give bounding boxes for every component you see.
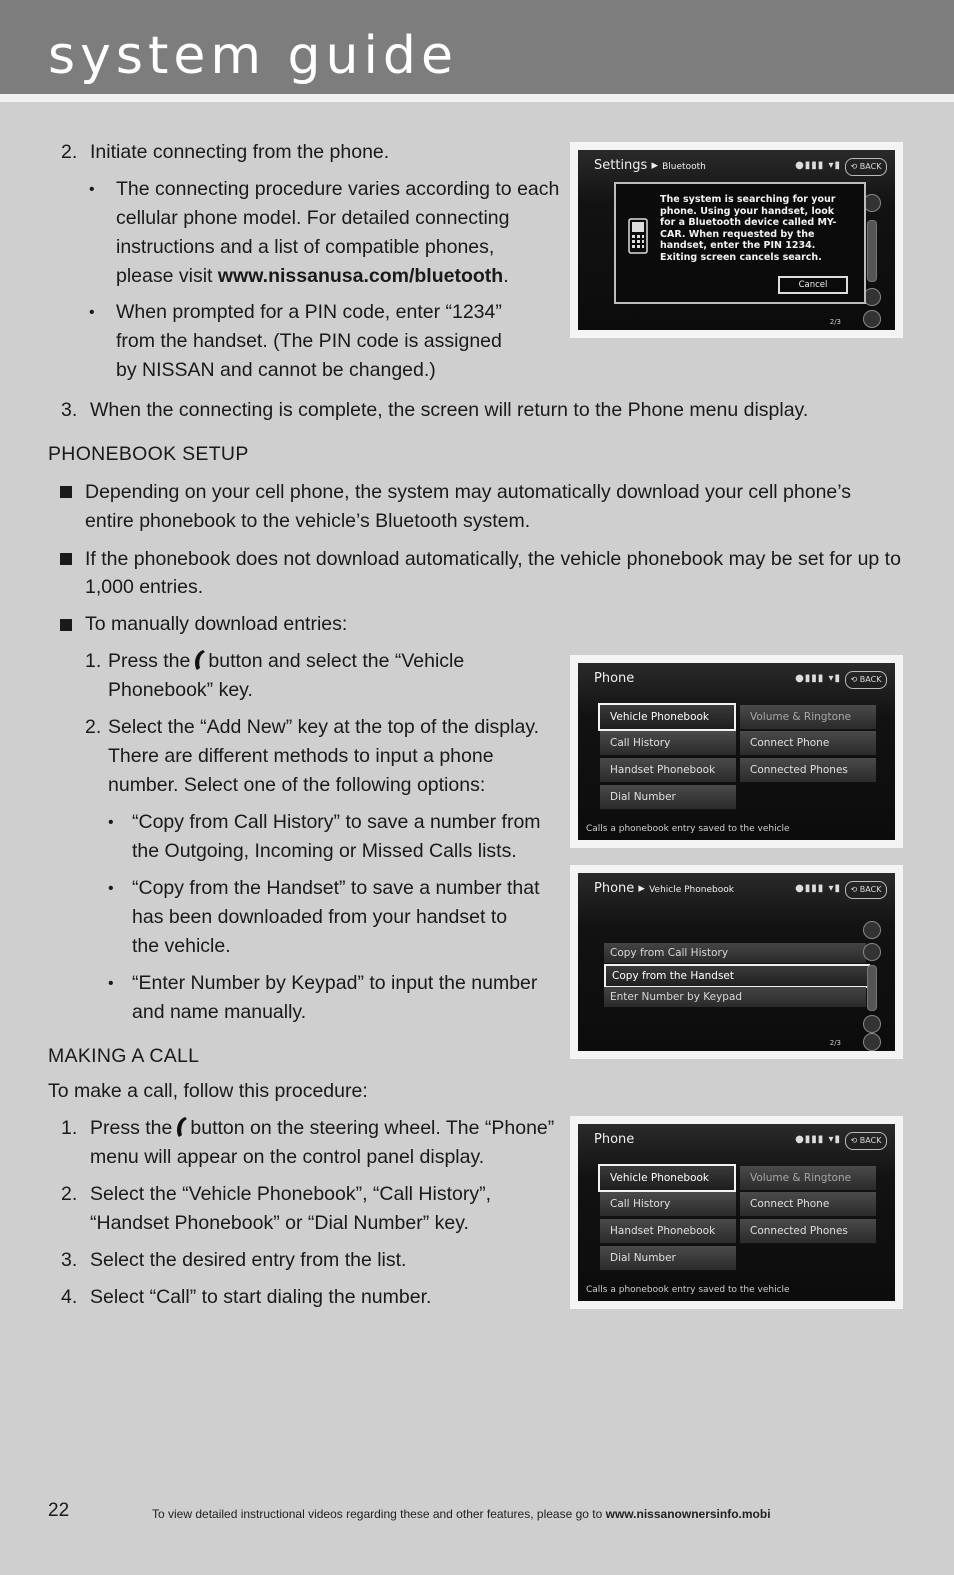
enter-number-by-keypad-option[interactable]: Enter Number by Keypad (604, 987, 866, 1007)
sub-step-2-number: 2. (85, 716, 102, 738)
scroll-top-icon[interactable] (863, 921, 881, 939)
call-history-button[interactable]: Call History (600, 1192, 736, 1217)
vehicle-phonebook-button[interactable]: Vehicle Phonebook (598, 1164, 736, 1192)
bluetooth-search-screenshot (570, 142, 903, 338)
option-2-line-3: the vehicle. (132, 935, 231, 957)
nav-screen (578, 663, 895, 840)
signal-status-icon: ●▮▮▮ ▾▮ (795, 160, 841, 171)
option-3-line-2: and name manually. (132, 1001, 307, 1023)
screen-subtitle: Bluetooth (662, 162, 706, 172)
bullet-2-line-3: by NISSAN and cannot be changed.) (116, 359, 436, 381)
signal-status-icon: ●▮▮▮ ▾▮ (795, 673, 841, 684)
phonebook-setup-heading: PHONEBOOK SETUP (48, 443, 249, 465)
call-intro: To make a call, follow this procedure: (48, 1080, 368, 1102)
call-step-3-number: 3. (61, 1249, 78, 1271)
option-3-line-1: “Enter Number by Keypad” to input the number (132, 972, 538, 994)
bullet-1-period: . (503, 265, 509, 287)
footer-note (152, 1507, 771, 1521)
making-a-call-heading: MAKING A CALL (48, 1045, 200, 1067)
scrollbar[interactable] (867, 965, 877, 1011)
owners-info-link[interactable]: www.nissanownersinfo.mobi (605, 1507, 771, 1521)
phonebook-item-1-line-1: Depending on your cell phone, the system may automatically download your cell phone’s (85, 481, 852, 503)
call-step-4-number: 4. (61, 1286, 78, 1308)
page-number: 22 (48, 1500, 70, 1521)
sub-step-1-prefix: Press the (108, 650, 191, 672)
scrollbar[interactable] (867, 220, 877, 282)
connected-phones-button[interactable]: Connected Phones (740, 758, 876, 783)
step-3-text: When the connecting is complete, the screen will return to the Phone menu display. (90, 399, 809, 421)
screen-title: Phone (594, 671, 635, 686)
page-indicator: 2/3 (829, 318, 841, 326)
call-step-1-line-2: menu will appear on the control panel display. (90, 1146, 485, 1168)
sub-step-2-line-3: number. Select one of the following options: (108, 774, 486, 796)
screen-title: Phone ▸ Vehicle Phonebook (594, 881, 734, 896)
bullet-2-line-2: from the handset. (The PIN code is assigned (116, 330, 502, 352)
bullet-dot: • (89, 304, 95, 321)
back-button[interactable]: ⟲ BACK (845, 158, 887, 176)
phone-menu-screenshot (570, 655, 903, 848)
sub-step-1-line-2: Phonebook” key. (108, 679, 253, 701)
handset-phonebook-button[interactable]: Handset Phonebook (600, 758, 736, 783)
back-button[interactable]: ⟲ BACK (845, 671, 887, 689)
option-1-line-1: “Copy from Call History” to save a number from (132, 811, 541, 833)
sub-step-1-line-1 (108, 647, 464, 676)
option-2-line-1: “Copy from the Handset” to save a number that (132, 877, 540, 899)
page-header (0, 0, 954, 94)
bullet-dot: • (89, 181, 95, 198)
square-bullet (60, 486, 72, 498)
phone-icon (192, 649, 206, 671)
page-title: system guide (48, 26, 458, 86)
scroll-up-icon[interactable] (863, 943, 881, 961)
cancel-button[interactable]: Cancel (778, 276, 848, 294)
sub-step-2-line-1: Select the “Add New” key at the top of the display. (108, 716, 540, 738)
help-text: Calls a phonebook entry saved to the vehicle (586, 824, 790, 834)
volume-ringtone-button[interactable]: Volume & Ringtone (740, 1166, 876, 1191)
bullet-2-line-1: When prompted for a PIN code, enter “1234” (116, 301, 502, 323)
bullet-dot: • (108, 814, 114, 831)
call-step-1-suffix: button on the steering wheel. The “Phone” (190, 1117, 555, 1139)
phonebook-item-3: To manually download entries: (85, 613, 348, 635)
back-button[interactable]: ⟲ BACK (845, 881, 887, 899)
nissan-bluetooth-link[interactable]: www.nissanusa.com/bluetooth (217, 265, 504, 287)
connect-phone-button[interactable]: Connect Phone (740, 1192, 876, 1217)
connected-phones-button[interactable]: Connected Phones (740, 1219, 876, 1244)
phonebook-item-2-line-1: If the phonebook does not download automatically, the vehicle phonebook may be set for up to (85, 548, 901, 570)
screen-title: Settings ▸ Bluetooth (594, 158, 706, 173)
bullet-1-line-2: cellular phone model. For detailed connecting (116, 207, 510, 229)
sub-step-1-suffix: button and select the “Vehicle (208, 650, 465, 672)
volume-ringtone-button[interactable]: Volume & Ringtone (740, 705, 876, 730)
step-3-number: 3. (61, 399, 78, 421)
handset-phonebook-button[interactable]: Handset Phonebook (600, 1219, 736, 1244)
bullet-1-line-1: The connecting procedure varies according to each (116, 178, 560, 200)
call-step-2-line-1: Select the “Vehicle Phonebook”, “Call History”, (90, 1183, 492, 1205)
bullet-dot: • (108, 975, 114, 992)
phonebook-item-1-line-2: entire phonebook to the vehicle’s Bluetooth system. (85, 510, 531, 532)
step-2-text: Initiate connecting from the phone. (90, 141, 390, 163)
square-bullet (60, 619, 72, 631)
back-button[interactable]: ⟲ BACK (845, 1132, 887, 1150)
phone-icon (174, 1116, 188, 1138)
help-text: Calls a phonebook entry saved to the vehicle (586, 1285, 790, 1295)
vehicle-phonebook-screenshot (570, 865, 903, 1059)
connect-phone-button[interactable]: Connect Phone (740, 731, 876, 756)
call-step-2-number: 2. (61, 1183, 78, 1205)
signal-status-icon: ●▮▮▮ ▾▮ (795, 883, 841, 894)
nav-screen (578, 1124, 895, 1301)
call-step-2-line-2: “Handset Phonebook” or “Dial Number” key. (90, 1212, 469, 1234)
footer-text: To view detailed instructional videos regarding these and other features, please go to (152, 1507, 606, 1521)
call-step-1-prefix: Press the (90, 1117, 173, 1139)
option-2-line-2: has been downloaded from your handset to (132, 906, 508, 928)
option-1-line-2: the Outgoing, Incoming or Missed Calls lists. (132, 840, 517, 862)
page-indicator: 2/3 (829, 1039, 841, 1047)
signal-status-icon: ●▮▮▮ ▾▮ (795, 1134, 841, 1145)
bullet-dot: • (108, 880, 114, 897)
dial-number-button[interactable]: Dial Number (600, 785, 736, 810)
search-message: The system is searching for your phone. Using your handset, look for a Bluetooth device called MY- CAR. When requested by the handset, enter the PIN 1234. Exiting screen cancels search. (660, 194, 837, 263)
call-step-4-text: Select “Call” to start dialing the number. (90, 1286, 432, 1308)
call-history-button[interactable]: Call History (600, 731, 736, 756)
nav-screen (578, 150, 895, 330)
step-2-number: 2. (61, 141, 78, 163)
bullet-1-line-3: instructions and a list of compatible phones, (116, 236, 495, 258)
handset-icon (628, 218, 648, 254)
scroll-down-icon[interactable] (863, 1015, 881, 1033)
vehicle-phonebook-button[interactable]: Vehicle Phonebook (598, 703, 736, 731)
nav-screen (578, 873, 895, 1051)
copy-from-call-history-option[interactable]: Copy from Call History (604, 943, 866, 963)
sub-step-2-line-2: There are different methods to input a phone (108, 745, 494, 767)
screen-title: Phone (594, 1132, 635, 1147)
call-step-1-number: 1. (61, 1117, 78, 1139)
bullet-1-line-4 (116, 262, 509, 291)
screen-subtitle: Vehicle Phonebook (649, 885, 734, 895)
call-step-1-line-1 (90, 1114, 554, 1143)
phonebook-item-2-line-2: 1,000 entries. (85, 576, 204, 598)
scroll-end-icon[interactable] (863, 1033, 881, 1051)
bullet-1-visit-text: please visit (116, 265, 218, 287)
search-popup (614, 182, 866, 304)
sub-step-1-number: 1. (85, 650, 102, 672)
dial-number-button[interactable]: Dial Number (600, 1246, 736, 1271)
square-bullet (60, 553, 72, 565)
call-step-3-text: Select the desired entry from the list. (90, 1249, 407, 1271)
header-divider (0, 94, 954, 102)
scroll-end-icon[interactable] (863, 310, 881, 328)
phone-menu-screenshot-2 (570, 1116, 903, 1309)
copy-from-handset-option[interactable]: Copy from the Handset (604, 964, 870, 988)
